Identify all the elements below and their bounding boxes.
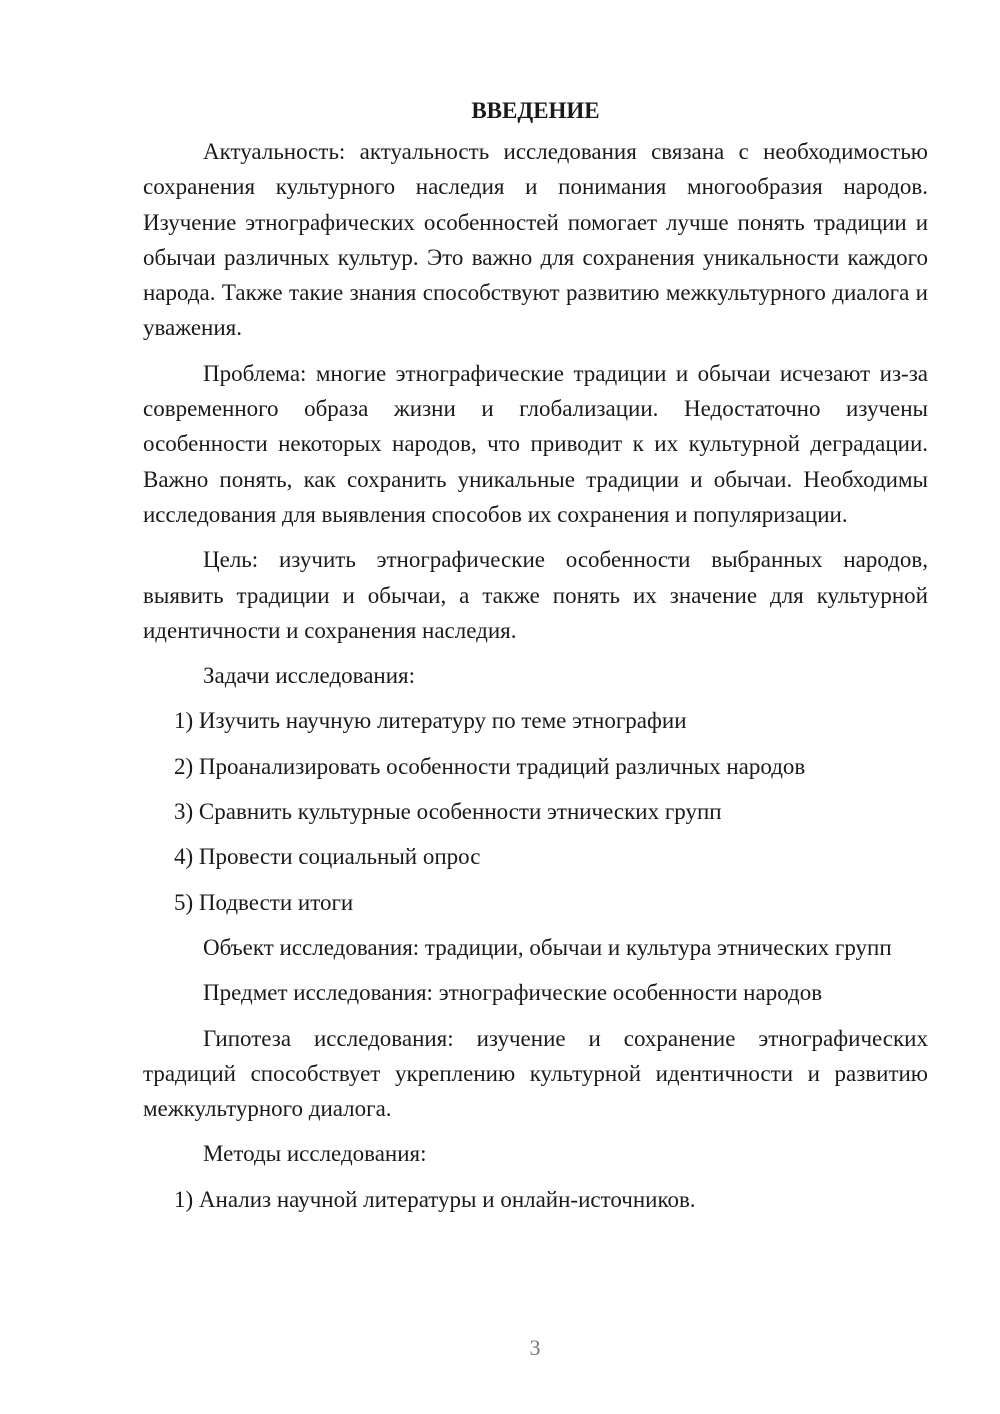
page-number: 3 <box>529 1335 541 1360</box>
list-item: 1) Анализ научной литературы и онлайн-источников. <box>174 1186 696 1212</box>
list-item: 2) Проанализировать особенности традиций различных народов <box>174 753 806 779</box>
hypothesis-paragraph: Гипотеза исследования: изучение и сохранение этнографических традиций способствует укреплению культурной идентичности и развитию межкультурного диалога. <box>143 1025 928 1122</box>
list-item: 3) Сравнить культурные особенности этнических групп <box>174 799 722 825</box>
goal-paragraph: Цель: изучить этнографические особенности выбранных народов, выявить традиции и обычаи, а также понять их значение для культурной идентичности и сохранения наследия. <box>143 547 928 643</box>
list-item: 5) Подвести итоги <box>174 889 354 915</box>
problem-paragraph: Проблема: многие этнографические традиции и обычаи исчезают из-за современного образа жизни и глобализации. Недостаточно изучены особенности некоторых народов, что приводит к их культурной деградации. Важно понять, как сохранить уникальные традиции и обычаи. Необходимы исследования для выявления способов их сохранения и популяризации. <box>143 360 928 527</box>
methods-label: Методы исследования: <box>203 1141 427 1167</box>
tasks-label: Задачи исследования: <box>203 663 416 689</box>
document-page <box>143 96 928 1227</box>
object-paragraph: Объект исследования: традиции, обычаи и культура этнических групп <box>203 934 892 960</box>
list-item: 1) Изучить научную литературу по теме этнографии <box>174 708 687 734</box>
relevance-paragraph: Актуальность: актуальность исследования связана с необходимостью сохранения культурного наследия и понимания многообразия народов. Изучение этнографических особенностей помогает лучше понять традиции и обычаи различных культур. Это важно для сохранения уникальности каждого народа. Также такие знания способствуют развитию межкультурного диалога и уважения. <box>143 139 928 341</box>
section-heading: ВВЕДЕНИЕ <box>471 98 600 123</box>
methods-list <box>143 1182 928 1217</box>
list-item: 4) Провести социальный опрос <box>174 844 481 870</box>
tasks-list <box>143 703 928 919</box>
subject-paragraph: Предмет исследования: этнографические особенности народов <box>203 980 823 1006</box>
